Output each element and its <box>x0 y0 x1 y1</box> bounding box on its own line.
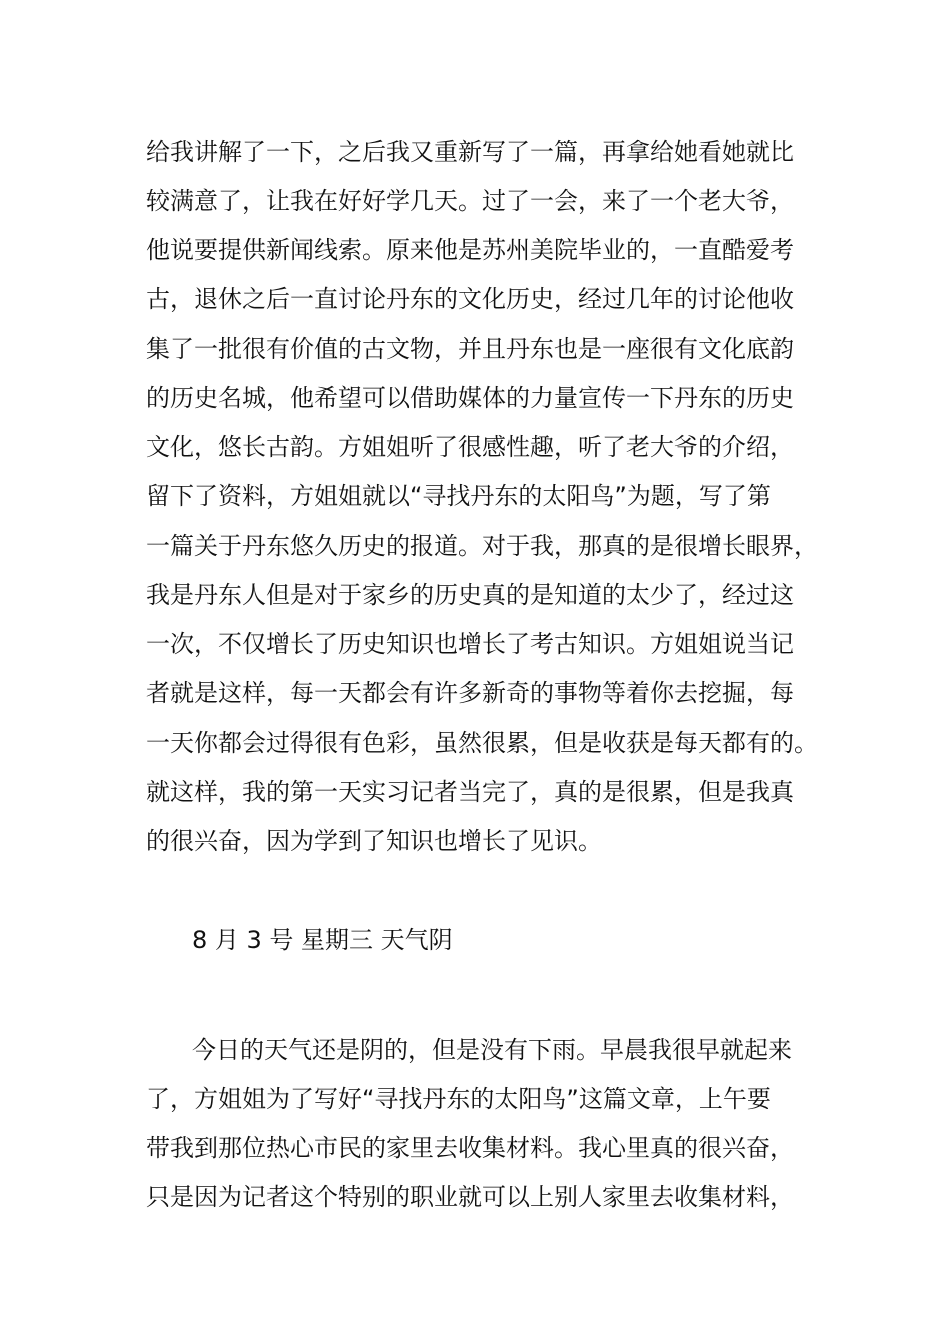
text-line: 一天你都会过得很有色彩，虽然很累，但是收获是每天都有的。 <box>146 729 818 757</box>
text-line: 古，退休之后一直讨论丹东的文化历史，经过几年的讨论他收 <box>146 285 794 313</box>
text-line: 者就是这样，每一天都会有许多新奇的事物等着你去挖掘，每 <box>146 679 794 707</box>
text-line: 留下了资料，方姐姐就以“寻找丹东的太阳鸟”为题，写了第 <box>146 482 771 510</box>
text-line: 了，方姐姐为了写好“寻找丹东的太阳鸟”这篇文章，上午要 <box>146 1085 771 1113</box>
text-line: 只是因为记者这个特别的职业就可以上别人家里去收集材料， <box>146 1183 794 1211</box>
text-line: 他说要提供新闻线索。原来他是苏州美院毕业的，一直酷爱考 <box>146 236 794 264</box>
text-line: 的很兴奋，因为学到了知识也增长了见识。 <box>146 827 602 855</box>
text-line: 带我到那位热心市民的家里去收集材料。我心里真的很兴奋， <box>146 1134 794 1162</box>
text-line: 今日的天气还是阴的，但是没有下雨。早晨我很早就起来 <box>192 1036 792 1064</box>
text-line: 就这样，我的第一天实习记者当完了，真的是很累，但是我真 <box>146 778 794 806</box>
date-heading: 8 月 3 号 星期三 天气阴 <box>192 926 453 954</box>
text-line: 较满意了，让我在好好学几天。过了一会，来了一个老大爷， <box>146 187 794 215</box>
text-line: 集了一批很有价值的古文物，并且丹东也是一座很有文化底韵 <box>146 335 794 363</box>
text-line: 文化，悠长古韵。方姐姐听了很感性趣，听了老大爷的介绍， <box>146 433 794 461</box>
text-line: 一次，不仅增长了历史知识也增长了考古知识。方姐姐说当记 <box>146 630 794 658</box>
text-line: 的历史名城，他希望可以借助媒体的力量宣传一下丹东的历史 <box>146 384 794 412</box>
text-line: 一篇关于丹东悠久历史的报道。对于我，那真的是很增长眼界， <box>146 532 818 560</box>
text-line: 我是丹东人但是对于家乡的历史真的是知道的太少了，经过这 <box>146 581 794 609</box>
text-line: 给我讲解了一下，之后我又重新写了一篇，再拿给她看她就比 <box>146 138 794 166</box>
